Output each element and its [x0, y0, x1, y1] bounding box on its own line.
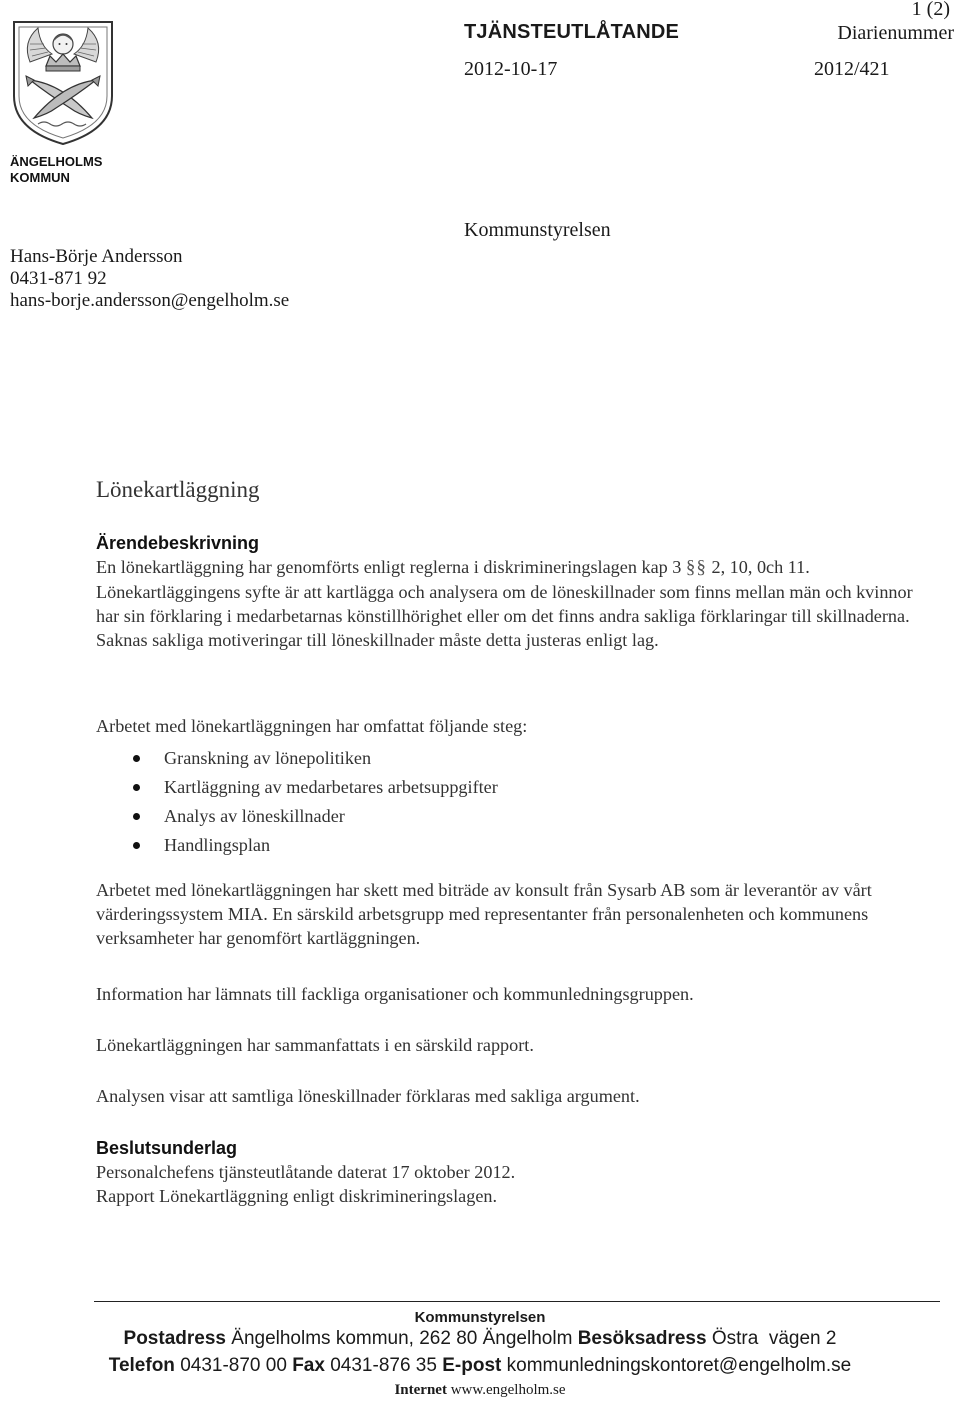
arendebeskrivning-section [96, 531, 931, 652]
page-number: 1 (2) [911, 0, 950, 20]
arendebeskrivning-text-before: En lönekartläggning har genomförts enligt reglerna i diskrimineringslagen kap 3 [96, 557, 682, 577]
page-title: Lönekartläggning [96, 477, 260, 502]
bullet-icon [133, 755, 140, 762]
beslutsunderlag-item: Rapport Lönekartläggning enligt diskrimineringslagen. [96, 1186, 498, 1206]
footer-internet: Internet www.engelholm.se [394, 1382, 566, 1398]
consultant-paragraph: Arbetet med lönekartläggningen har skett med biträde av konsult från Sysarb AB som är leverantör av vårt värderingssystem MIA. En särskild arbetsgrupp med representanter från personalenheten och kommunens verksamheter har genomfört kartläggningen. [96, 880, 872, 948]
bullet-icon [133, 813, 140, 820]
bullet-icon [133, 842, 140, 849]
footer-website: www.engelholm.se [450, 1382, 566, 1398]
list-item: Granskning av lönepolitiken [96, 744, 931, 773]
analysis-paragraph: Analysen visar att samtliga löneskillnader förklaras med sakliga argument. [96, 1086, 640, 1106]
footer-address: Postadress Ängelholms kommun, 262 80 Ängelholm Besöksadress Östra vägen 2 [123, 1328, 837, 1349]
arendebeskrivning-heading: Ärendebeskrivning [96, 533, 260, 553]
coat-of-arms-icon [8, 18, 118, 148]
diarie-number: 2012/421 [814, 58, 890, 80]
steps-intro: Arbetet med lönekartläggningen har omfattat följande steg: [96, 716, 528, 736]
sender-phone: 0431-871 92 [10, 268, 107, 289]
bullet-icon [133, 784, 140, 791]
diarie-label: Diarienummer [837, 22, 954, 44]
document-date: 2012-10-17 [464, 58, 558, 80]
beslutsunderlag-item: Personalchefens tjänsteutlåtande daterat 17 oktober 2012. [96, 1162, 516, 1182]
municipality-logo [8, 18, 120, 186]
arendebeskrivning-text [96, 555, 931, 652]
footer-org: Kommunstyrelsen [414, 1309, 546, 1326]
steps-list [96, 744, 931, 860]
sender-name: Hans-Börje Andersson [10, 246, 183, 267]
steps-section [96, 714, 931, 860]
list-item: Analys av löneskillnader [96, 802, 931, 831]
document-type: TJÄNSTEUTLÅTANDE [464, 21, 680, 43]
sender-email: hans-borje.andersson@engelholm.se [10, 290, 290, 311]
information-paragraph: Information har lämnats till fackliga organisationer och kommunledningsgruppen. [96, 984, 694, 1004]
arendebeskrivning-text-after: 2, 10, 0ch 11. Lönekartläggingens syfte är att kartlägga och analysera om de löneskillnader som finns mellan män och kvinnor har sin förklaring i medarbetarnas könstillhörighet eller om det finns andra sakliga förklaringar till skillnaderna. Saknas sakliga motiveringar till löneskillnader måste detta justeras enligt lag. [96, 557, 913, 650]
summary-paragraph: Lönekartläggningen har sammanfattats i en särskild rapport. [96, 1035, 534, 1055]
beslutsunderlag-heading: Beslutsunderlag [96, 1138, 238, 1158]
logo-text-line1: ÄNGELHOLMS [10, 154, 103, 169]
sender-block [10, 246, 289, 312]
list-item: Kartläggning av medarbetares arbetsuppgifter [96, 773, 931, 802]
footer-divider [94, 1301, 940, 1302]
list-item: Handlingsplan [96, 831, 931, 860]
logo-text-line2: KOMMUN [10, 170, 70, 185]
footer-email: kommunledningskontoret@engelholm.se [506, 1355, 852, 1376]
beslutsunderlag-section [96, 1136, 931, 1208]
footer-contact: Telefon 0431-870 00 Fax 0431-876 35 E-post kommunledningskontoret@engelholm.se [108, 1355, 852, 1376]
section-symbol: §§ [685, 557, 707, 578]
recipient: Kommunstyrelsen [464, 219, 611, 241]
